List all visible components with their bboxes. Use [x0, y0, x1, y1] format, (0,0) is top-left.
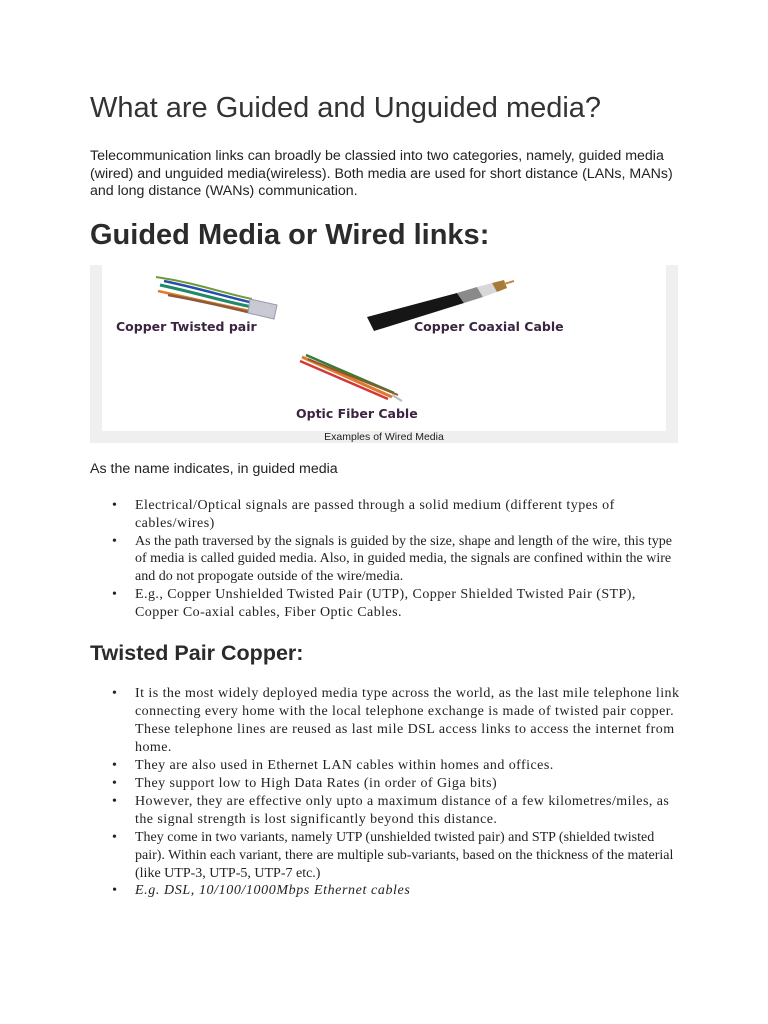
- list-item: • They come in two variants, namely UTP (unshielded twisted pair) and STP (shielded twisted pair). Within each variant, there are multiple sub-variants, based on the thickness of the material (like UTP-3, UTP-5, UTP-7 etc.): [90, 829, 680, 882]
- list-item: • However, they are effective only upto a maximum distance of a few kilometres/miles, as the signal strength is lost significantly beyond this distance.: [90, 793, 680, 829]
- wired-media-illustration: [102, 265, 666, 431]
- intro-paragraph: Telecommunication links can broadly be classied into two categories, namely, guided media (wired) and unguided media(wireless). Both media are used for short distance (LANs, MANs) and long distance (WANs) communication.: [90, 148, 673, 199]
- list-item: • It is the most widely deployed media type across the world, as the last mile telephone link connecting every home with the local telephone exchange is made of twisted pair copper. These telephone lines are reused as last mile DSL access links to access the internet from home.: [90, 685, 680, 757]
- list-item: • E.g., Copper Unshielded Twisted Pair (UTP), Copper Shielded Twisted Pair (STP), Copper Co-axial cables, Fiber Optic Cables.: [90, 586, 680, 622]
- twisted-pair-bullets: [90, 685, 680, 900]
- wired-media-figure: [90, 265, 678, 443]
- list-item: • They are also used in Ethernet LAN cables within homes and offices.: [90, 757, 680, 775]
- list-item: • They support low to High Data Rates (in order of Giga bits): [90, 775, 680, 793]
- coaxial-cable-label: Copper Coaxial Cable: [414, 319, 564, 334]
- twisted-pair-label: Copper Twisted pair: [116, 319, 257, 334]
- figure-caption: Examples of Wired Media: [324, 431, 444, 443]
- section-heading-guided-media: Guided Media or Wired links:: [90, 219, 490, 251]
- guided-media-lead: As the name indicates, in guided media: [90, 461, 338, 477]
- section-heading-twisted-pair: Twisted Pair Copper:: [90, 641, 304, 665]
- page-title: What are Guided and Unguided media?: [90, 92, 602, 124]
- guided-media-bullets: [90, 497, 680, 622]
- list-item: • E.g. DSL, 10/100/1000Mbps Ethernet cables: [90, 882, 680, 900]
- list-item: • As the path traversed by the signals is guided by the size, shape and length of the wire, this type of media is called guided media. Also, in guided media, the signals are confined within the wire and do not propogate outside of the wire/media.: [90, 533, 680, 586]
- optic-fiber-label: Optic Fiber Cable: [296, 406, 418, 421]
- list-item: • Electrical/Optical signals are passed through a solid medium (different types of cables/wires): [90, 497, 680, 533]
